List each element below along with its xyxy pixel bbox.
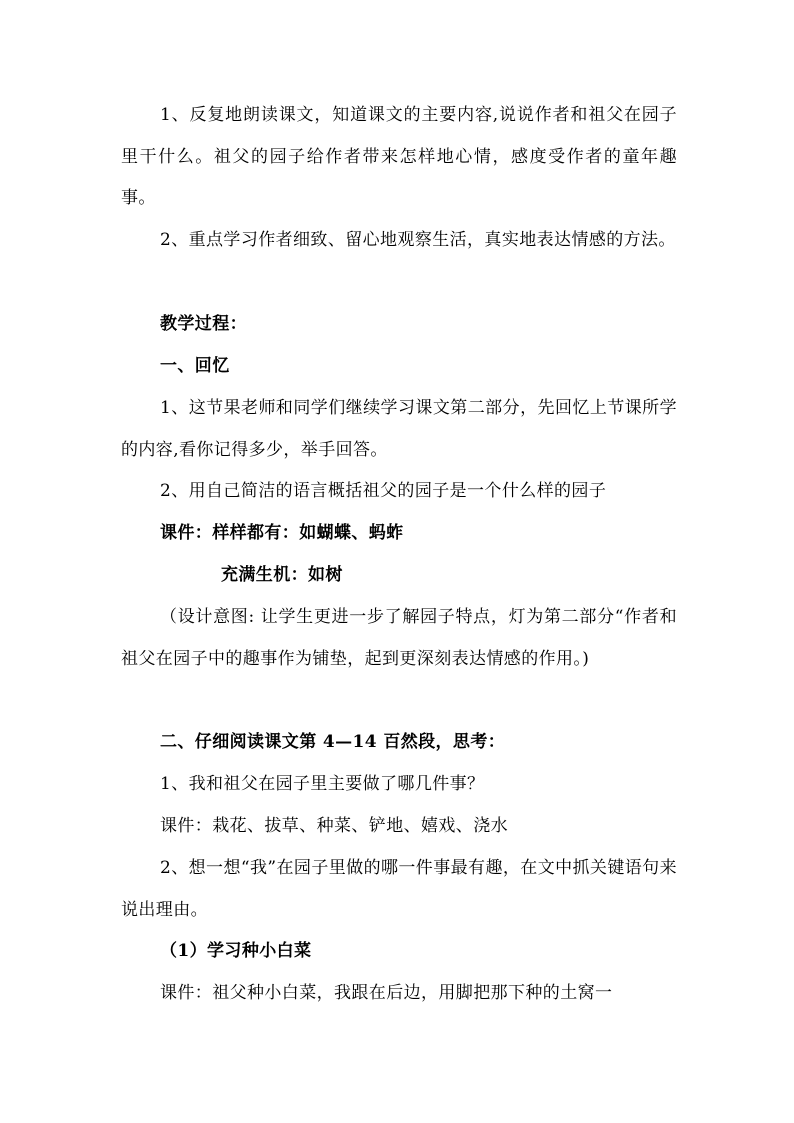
question-2: 2、想一想“我”在园子里做的哪一件事最有趣，在文中抓关键语句来说出理由。 <box>121 858 677 920</box>
section-2-heading: 二、仔细阅读课文第 4—14 百然段，思考： <box>160 732 506 752</box>
subsection-1-heading: （1）学习种小白菜 <box>160 941 312 961</box>
question-1: 1、我和祖父在园子里主要做了哪几件事？ <box>160 774 485 794</box>
courseware-line-1: 课件：样样都有：如蝴蝶、蚂蚱 <box>160 523 404 543</box>
objective-1: 1、反复地朗读课文，知道课文的主要内容,说说作者和祖父在园子里干什么。祖父的园子给作者带来怎样地心情，感度受作者的童年趣事。 <box>121 105 677 208</box>
question-1-courseware: 课件：栽花、拔草、种菜、铲地、嬉戏、浇水 <box>160 816 508 836</box>
section-1-paragraph-2: 2、用自己简洁的语言概括祖父的园子是一个什么样的园子 <box>160 481 607 501</box>
subsection-1-courseware: 课件：祖父种小白菜，我跟在后边，用脚把那下种的土窝一 <box>160 983 613 1003</box>
design-intent: （设计意图: 让学生更进一步了解园子特点，灯为第二部分“作者和祖父在园子中的趣事作为铺垫，起到更深刻表达情感的作用。) <box>121 607 677 669</box>
objective-2: 2、重点学习作者细致、留心地观察生活，真实地表达情感的方法。 <box>160 230 676 250</box>
section-1-paragraph-1: 1、这节果老师和同学们继续学习课文第二部分，先回忆上节课所学的内容,看你记得多少，举手回答。 <box>121 398 677 460</box>
teaching-process-heading: 教学过程： <box>160 314 247 334</box>
courseware-line-2: 充满生机：如树 <box>221 565 343 585</box>
section-1-heading: 一、回忆 <box>160 356 230 376</box>
